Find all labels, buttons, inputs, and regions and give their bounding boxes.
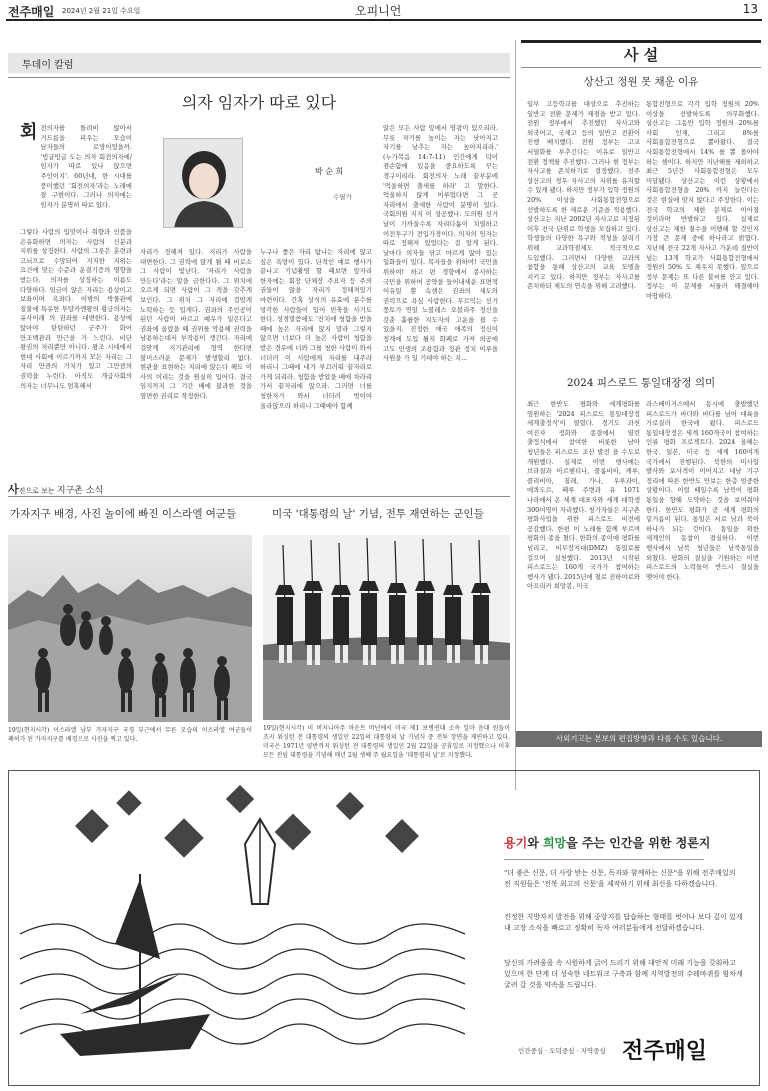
editorial-footnote: 사외기고는 본보의 편집방향과 다를 수도 있습니다. [516,731,762,747]
photo-left-image [8,535,252,722]
editorial-2-left: 최근 한반도 평화와 세계평화를 염원하는 '2024 피스로드 통일대장정 세계출정식'이 열렸다. 경기도 과천 여진자 정화와 종결에서 열린 출정식에서 참여한 비롯한 남아 청년들은 피스로드 조선 발전 을 수도로 개원했다. 실제로 이번 행사에는 브라질과 아르헨티나, 콜롬비아, 캐루, 콜리비아, 칠레, 가나, 우루과이, 에콰도르, 페루 주변과 유 1071 나라에서 온 세계 대표자와 세계 대학생 300여명이 자리했다. 청가자들은 지구촌 평화사업을 위한 피스로드 비전에 공감했다. 한편 이 노래를 함께 부르며 평화의 종을 쳤다. 한화의 종이에 평화를 넘리고, 비무장지대(DMZ) 통일로를 걸으며 실천했다. 2013년 시작된 피스로드는 160개 국가가 참여하는 행사가 됐다. 2015년에 철로 진하야로와 아프리카 희망봉, 미국 [527,400,640,591]
ad-logo: 전주매일 [622,1039,708,1064]
ad-paragraph-2: 진정한 지방자치 발전을 위해 중앙지를 답습하는 형태를 벗어나 보다 깊이 있게 내 고장 소식을 빠르고 정확히 독자 여러분들에게 전달하겠습니다. [504,913,743,932]
ad-headline [504,834,710,851]
photo-right-title: 미국 '대통령의 날' 기념, 전투 재연하는 군인들 [272,508,484,520]
photo-section-label-3: 지구촌 소식 [56,486,104,496]
photo-left-title: 가자지구 배경, 사진 놀이에 빠진 이스라엘 여군들 [10,508,237,520]
ad-headline-courage: 용기 [504,836,528,850]
photo-right-caption: 19일(현지시각) 미 버지니아주 마운트 버넌에서 미국 제1 보병연대 소속 일마 음대 원들이 조지 워싱턴 전 대통령의 생일인 22일의 대통령의 날 기념식 중 전투 장면을 재연하고 있다. 미국은 1971년 양반까지 워싱턴 전 대통령의 생일인 2월 22일을 공휴일로 지정했으나 이후 모든 전임 대통령을 기념해 매년 2월 셋째 주 월요일을 '대통령의 날'로 지정했다. [263,725,510,759]
column-col2-body: 자리가 정해져 있다. 지리가 사람을 대변한다. 그 권력에 앉게 될 때 비로소 그 사람이 빛난다. '자리가 사람을 만든다'라는 말을 금한다다. 그 위치에 오르게 되면 사람이 그 격을 갖추게 보인다. 그 위치 그 자리에 걸맞게 노력하는 듯 입게다. 권좌의 주인공이 된던 사람이 바르고 예우가 일은다고 권좌에 올랐을 때 권위를 악용해 권력을 남용하는데서 부작용이 생긴다. 자리에 걸맞게 지기관리에 형역 한다면 불미스러운 문제가 발생할리 없다. 현관을 표현하는 지리에 앉는다 해도 이 사의 이리는 것을 원실히 입어다. 결국 임지까지 그 기간 배에 불과한 것을 염면한 권리로 작정한다. [140,248,252,400]
ad-headline-and: 와 [527,836,543,850]
issue-date: 2024년 2월 21일 수요일 [62,7,141,15]
photo-section-header [8,478,510,494]
photo-section-label-2: 진으로 보는 [18,487,57,495]
author-role: 수필가 [333,193,352,201]
ad-headline-rule [504,859,704,860]
editorial-1-left: 일부 고등학교를 대상으로 추진하는 일반고 전환 문제가 재점을 받고 있다. 전원 정부에서 추진했던 자사고와 외국어고, 국제고 등의 일반고 전환이 진행 배치했다. 전원 정부는 고교 서열화를 부추긴다는 이유로 일반고 전환 정책를 추진했다. 그러나 현 정부는 자사고를 존치하기로 결정했다. 전주 상산고의 경우 자사고의 지위를 유지할 수 있게 됐다. 하지만 정부가 입학 정원의 20% 이상을 사회통합전형으로 선발하도록 한 새로운 기준을 적용했다. 상산고는 지난 2002년 자사고로 지정된 이후 전국 단위로 학생을 모집하고 있다. 학생들의 다양한 욕구와 적성을 살리기 위해 교과학점제도 적극적으로 도입했다. 그러면서 다양한 교과의 융합을 통해 상산고의 교육 모델을 지키고 있다. 하지만 정부는 자사고를 존치하되 제도의 연속을 위해 고려했다. [527,100,640,291]
editorial-top-rule [521,40,761,43]
editorial-title-1: 상산고 정원 못 채운 이유 [583,76,699,88]
editorial-divider [515,40,516,790]
ad-paragraph-3: 당신의 가려움을 속 시원하게 긁어 드리기 위해 대안적 미래 기능을 갖춰하고 있으며 한 단계 더 성숙한 네트워크 구축과 함께 지역발전의 수레바퀴를 힘차게 굴려 갈 것을 약속을 드립니다. [504,959,743,989]
editorial-label-rule [521,67,761,68]
photo-section-rule [8,496,510,497]
photo-right-image [263,535,510,720]
page-number: 13 [742,2,758,16]
column-headline: 의자 임자가 따로 있다 [181,93,337,112]
column-col4-body: 앉은 모든 사람 앞에서 영광이 있으리라. 무릇 자기를 높이는 자는 낮아지고 자기를 낮추는 자는 높아지리라.' (누가복음 14:7-11) 인간에게 덕이 겸손함에 있음을 중요하도록 꾸는 경구이리라. 회전의자 노래 끝부분에 '억울하면 출세를 하라' 고 말한다. 억울하지 않게 이루었다면 그 곳 자리에서 출세한 사람이 분명히 있다. 국회의원 지지 이 성공했나. 도의원 선거 날이 가까울수록 자리다툼이 치열하고 이전투구가 전입가경이다. 의자의 임자는 따로 정해져 있었다는 걸 알게 된다. 날마다 의자들 닦고 마르게 앉아 있는 일화들이 있다. 목자들을 위하여! 국민을 위하여! 하고 편 경향에서 봉사하는 국민을 위하여 공약을 들어내세운 표면적 이유일 뿐 속셈은 권좌의 세도와 권력으로 욕심 사람한다. 무르익는 선거 풍토가 연일 노블레스 오블리주 정신을 갖춘 훌륭한 지도자의 고운을 볼 수 있을지. 진정한 애국 애족의 정신이 정계에 도입 될지 화폐로 가져 외공에 고도 민생의 조용함과 정관 정치 이루을 사원을 가 일 기대야 하는 지... [383,124,498,363]
author-photo [163,138,243,228]
column-label: 투데이 칼럼 [22,60,74,71]
photo-left-caption: 19일(현지시각) 이스라엘 남부 가자지구 국경 부근에서 무른 모습의 이스라엘 여군들이 폐허가 된 가자지구를 배경으로 사진을 찍고 있다. [8,727,252,743]
author-name: 박 순 희 [315,167,344,176]
ad-headline-rest: 을 주는 인간을 위한 정론지 [566,836,711,850]
masthead-name: 전주매일 [8,5,55,19]
column-col1-body: 그렇다 사람의 입맞이나 취향과 인품을 은유화하면 의자는 사람의 신분과 지위를 상징한다. 사람의 그릇은 훈련과 고뇌으로 수망되어 지지한 지위는 요건에 맞는 수준과 운결기증의 영향을 받는다. 의자를 상징하는 이름도 다양하다. 임금이 앉은 자리는 용상이고 보좌이며 옥좌다. 이밖의 박물관에 질불에 특유한 투탕카멘왕의 황금의자는 유사이래 의 권좌를 대변한다. 용상에 앉아야 탄탄하던 군주가 화어 만조백관과 만근을 가 느린다. 비단 왕권의 자리뿐만 아니다. 왕조 시대에서 현대 사회에 이르기까지 모든 자리는 그 자리 만큼의 가치가 있고 그만큼의 권력을 누린다. 아직도 개급사회의 의자는 너무나도 엄혹해서 [20,228,132,390]
editorial-label: 사 설 [623,46,659,64]
header-rule [6,19,762,21]
drop-cap: 회 [20,122,38,143]
column-rule [8,77,510,78]
ad-paragraph-1: "더 좋은 신문, 더 사랑 받는 신문, 독자와 함께하는 신문"을 위해 전주매일의 전 직원들은 '전북 최고의 신문'을 제작하기 위해 최선을 다하겠습니다. [504,869,736,888]
editorial-1-right: 통합전형으로 각각 입학 정원의 20% 이상을 선발하도록 의무화했다. 상산고는 그동안 입학 정원의 20%를 사회 인재, 그리고 8%를 사회통합전형으로 뽑아왔다. 결국 사회통합전형에서 14% 를 뽑 몰아야 하는 셈이다. 하지만 지난해를 제외하고 최근 5년간 사회통합전형은 모두 미달됐다. 상산고는 이런 상황에서 사회통합전형을 20% 까지 늘린다는 것은 현실에 맞지 않다고 주장한다. 이는 전국 학교의 제한 문제로 이어질 것이라며 반발하고 있다. 실제로 상산고는 제한 철수을 이행해 할 것인지 가장 큰 문제 중에 하나라고 밝혔다. 지난해 전국 22개 자사고 가운데 절반이 넘는 13개 학교가 사회통합전형에서 정원의 50% 도 채우지 못했다. 앞으로 정부 문제는 또 다른 불씨를 안고 있다. 정부는 이 문제를 서둘러 해결해야 마땅하다. [646,100,759,300]
editorial-2-right: 라스베이거스에서 동시에 출발했던 피스로드가 바다와 바다를 넘어 대륙을 가로질러 한국에 왔다. 피스로드 통일대장정은 세계 160개국이 참여하는 인류 평화 프로젝트다. 2024 올해는 한국, 일본, 미국 등 세계 160여개 국가에서 진행된다. 북한의 미사일 발사와 포사격이 이어지고 대남 기구 정리에 따른 한반도 안보는 한층 엄중한 상황이다. 이럴 때일수록 남북이 평화 통일을 향해 도약하는 것을 보여줘야 한다. 한반도 평화가 곧 세계 평화의 밑거름이 된다. 통일은 서로 남과 북이 하나가 되는 것이다. 통일을 위한 세계인의 동참이 절실하다. 이번 행사에서 남북 청년들은 남북통일을 외쳤다. 평화의 결실을 기원하는 이번 피스로드의 노력들이 반드시 결실을 맺어야 한다. [646,400,759,581]
column-col1-intro: 전의자를 돌려비 않아서 거드름을 피우는 모습이 남자들의 로망이었을까. '빙글빙글 도는 의자 회전의자에/임자가 따로 있나 앉으면 주인이지'. 60년대, 한 시대를 풍미했던 '회전의자'라는 노래에 잘 구현이다. 그러나 의자에는 임자가 분명히 따로 있다. [40,124,132,209]
column-col3-body: 누구나 좋은 자리 탐나는 자리에 앉고 싶은 욕망이 있다. 단적인 예로 행사가 끝나고 기념촬영 할 때보면 앞자리 한자에는 회장 단체장 주요자 등 주의 권들이 앉을 자리가 정해져있기 마련이다. 간혹 상식의 유효에 분수를 망각한 사람들이 있어 빈축을 사기도 한다. 성경말씀에도 '잔치에 청함을 받을 때에 높은 자리에 앉지 말라 그렇지 않으면 너보다 더 높은 사람이 청함을 받은 경우에 너와 그를 청한 사람이 와서 너더러 이 사람에게 자리를 내주라 하리니 그때에 네가 부끄러워 끝자리로 가게 되리라. 청함을 받았을 때에 차라리 가서 끝자리에 앉으라. 그러면 너를 청한자가 와서 너더러 벗이여 올라앉으라 하리니 그때에야 함께 [260,248,372,410]
section-title: 오피니언 [355,4,402,18]
ad-headline-hope: 희망 [542,836,567,850]
editorial-title-2: 2024 피스로드 통일대장정 의미 [566,377,716,389]
ad-illustration [20,784,465,1074]
ad-slogan: 인간중심 · 도덕중심 · 지역중심 [518,1047,606,1055]
photo-section-label-1: 사 [8,483,19,496]
column-label-bar [8,53,510,73]
